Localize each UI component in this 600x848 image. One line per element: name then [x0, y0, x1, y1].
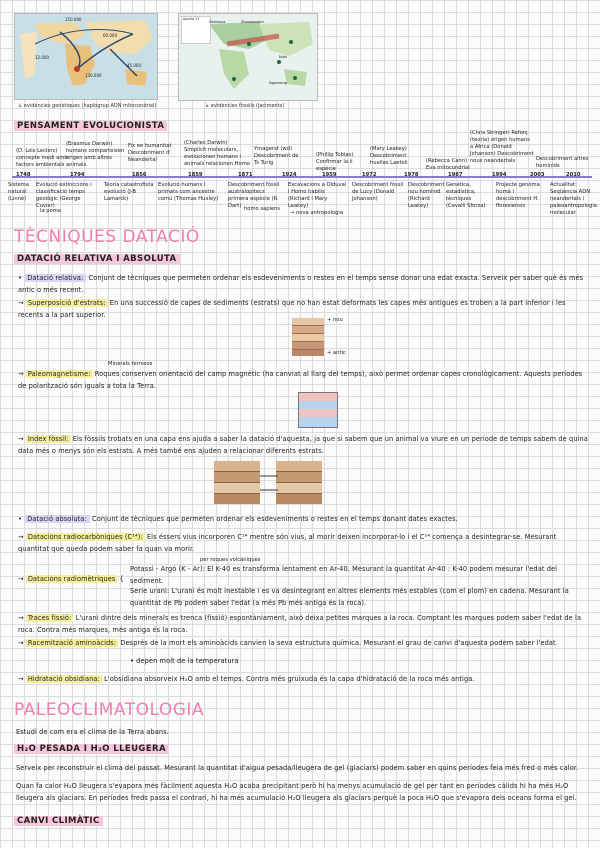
timeline-event: Teoria catastrofista evolució (J-B Lamarck): [104, 182, 154, 202]
genetic-evidence-map: [14, 13, 158, 100]
timeline-event: Evolució extinccions i classificació temps geològic (George Cuvier): [36, 182, 92, 209]
strata-label-old: + antic: [327, 350, 346, 356]
paleoclima-intro: Estudi de com era el clima de la Terra abans.: [16, 728, 169, 736]
fossil-strata-diagram-left: [214, 461, 260, 503]
subheading-relativa-absoluta: DATACIÓ RELATIVA I ABSOLUTA: [14, 254, 180, 264]
timeline-event: Genètica, estadística, tècniques (Cavalli Sforza): [446, 182, 486, 209]
timeline-event: Evolució humans i primats com ancestre comú (Thomas Huxley): [158, 182, 219, 202]
paleomagnetisme-paragraph: → Paleomagnetisme: Roques conserven orientació del camp magnètic (ha canviat al llarg del temps), això permet ordenar capes cronològicament. Aquests períodes de polarització són iguals a tota la Terra.: [18, 370, 583, 390]
timeline-year: 1871: [238, 172, 253, 178]
timeline-year: 1794: [70, 172, 85, 178]
section-heading-paleoclimatologia: PALEOCLIMATOLOGIA: [14, 700, 205, 720]
timeline-note: homo sapiens: [244, 206, 281, 212]
radiocarboni-paragraph: → Datacions radiocarbòniques (C¹⁴): Els éssers vius incorporen C¹⁴ mentre són vius, al morir deixen incorporar-lo i el C¹⁴ comença a desintegrar-se. Mesurant quantitat que queda podem saber fa quan va morir.: [18, 533, 557, 553]
section-heading-evolucionisme: PENSAMENT EVOLUCIONISTA: [14, 121, 167, 131]
racemitzacio-extra: • depèn molt de la temperatura: [130, 657, 239, 665]
map-label: 45.000: [127, 63, 141, 68]
absoluta-paragraph: • Datació absoluta: Conjunt de tècniques que permeten ordenar els esdeveniments o restes en el temps donant dates exactes.: [18, 515, 458, 523]
timeline-year: 1859: [188, 172, 203, 178]
timeline-year: 1978: [404, 172, 419, 178]
fossil-map-caption: ↳ evidències fòssils (jaciments): [205, 103, 285, 109]
timeline-event: Projecte genoma humà i descobriment H. floresiensis: [496, 182, 540, 209]
radiometriques-label: → Datacions radiomètriques {: [18, 575, 124, 583]
timeline-note: la poma: [40, 208, 61, 214]
strata-label-new: + nou: [327, 317, 343, 323]
subheading-canvi-climatic: CANVI CLIMÀTIC: [14, 816, 103, 826]
map-label: 60.000: [103, 33, 117, 38]
genetic-map-caption: ↳ evidències genètiques (haplogrup ADN mitocondrial): [18, 103, 157, 109]
paleoclima-text-2: Quan fa calor H₂O lleugera s'evapora més fàcilment aquesta H₂O acaba precipitant però hi ha menys acumulació de gel per tant en períodes càlids hi ha més H₂O lleugera als glaciars. En períodes freds passa el contrari, hi ha més acumulació H₂O lleugera als glaciars perquè la poca H₂O que s'evapora dels oceans forma el gel.: [16, 782, 577, 802]
timeline-event: (Charles Darwin) Simplicit moleculars, evolucionen humans i animals relacionen Homo: [184, 140, 250, 167]
timeline-year: 1748: [16, 172, 31, 178]
subheading-aigua-pesada: H₂O PESADA I H₂O LLEUGERA: [14, 744, 169, 754]
map-label: 12.000: [35, 55, 49, 60]
timeline-event: Descobriment fòssil de Lucy (Donald Johanson): [352, 182, 404, 202]
serie-urani-text: Serie urani: L'urani és molt inestable i es va desintegrant en altres elements més estables (com el plom) en cadena. Mesurant la quantitat de Pb podem saber l'edat (a més Pb més antiga és la roca).: [130, 587, 569, 607]
timeline-year: 1994: [492, 172, 507, 178]
fossil-evidence-map: [178, 13, 318, 101]
map-label: 150.000: [65, 17, 82, 22]
superposicio-paragraph: → Superposició d'estrats: En una successió de capes de sediments (estrats) que no han estat deformats les capes més antigues es troben a la part inferior i les recents a la part superior.: [18, 299, 566, 319]
map-label: Niah: [279, 55, 287, 59]
timeline-year: 2010: [566, 172, 581, 178]
index-fossil-paragraph: → Index fòssil: Els fòssils trobats en una capa ens ajuda a saber la datació d'aquesta, ja que si sabem que un animal va viure en un període de temps sabem de quina data més o menys són els estrats. A més també ens ajuden a relacionar diferents estrats.: [18, 435, 588, 455]
arrow-icon: [258, 468, 280, 498]
potassi-argo-text: Potassi - Argó (K - Ar): El K-40 es transforma lentament en Ar-40. Mesurant la quantitat Ar-40 : K-40 podem mesurar l'edat del sediment.: [130, 565, 558, 585]
timeline-event: (Phillip Tobias) Confirmar la ii espècie: [316, 152, 354, 172]
timeline-event: Descobriment fòssil australopitecs primera espècie (R. Dart): [228, 182, 280, 209]
hidratacio-paragraph: → Hidratació obsidiana: L'obsidiana absorveix H₂O amb el temps. Contra més gruixuda és la capa d'hidratació de la roca més antiga.: [18, 675, 475, 683]
strata-diagram: [292, 318, 324, 354]
timeline-event: Excavacions a Olduvai i Homo habilis (Richard i Mary Leakey): [288, 182, 347, 209]
timeline-note: → nova antropologia: [290, 210, 344, 216]
paleoclima-text-1: Serveix per reconstruir el clima del passat. Mesurant la quantitat d'aigua pesada/lleugera de gel (glaciars) podem saber en quins períodes feia més fred o més calor.: [16, 764, 579, 772]
timeline-event: (Chris Stringer) Reforç (teoria) origen humans a Àfrica (Donald Johanson) Descobriment nous neandertals: [470, 130, 534, 164]
timeline-year: 1924: [282, 172, 297, 178]
map-label: Zhoukoudian: [241, 20, 264, 24]
paleomagnetism-diagram: [298, 392, 338, 428]
relativa-paragraph: • Datació relativa: Conjunt de tècniques que permeten ordenar els esdeveniments o restes en el temps sense donar una edat exacta. Serveix per saber què és més antic o més recent.: [18, 274, 584, 294]
timeline-year: 2003: [530, 172, 545, 178]
map-label: Denisova: [209, 20, 226, 24]
section-heading-datacio: TÈCNIQUES DATACIÓ: [14, 227, 200, 247]
timeline-event: (Erasmus Darwin) humans comparteixen origen amb altres animals: [66, 141, 125, 168]
timeline-event: Ymagerst (wd) Descobriment de Ts Turig: [254, 146, 299, 166]
timeline-event: Sistema natural (Linné): [8, 182, 29, 202]
timeline-event: Fix ee humanitat Descobriment d' Neandertal: [128, 143, 172, 163]
paleo-note: Minerals ferrosos: [108, 361, 153, 367]
map-label: Apollo 11: [183, 17, 200, 21]
timeline-event: Descobriment nou homínid (Richard Leakey): [408, 182, 445, 209]
timeline-event: Descobriment altres homínids: [536, 156, 589, 169]
fossil-strata-diagram-right: [276, 461, 322, 503]
timeline-year: 1987: [448, 172, 463, 178]
timeline-event: (Rebecca Cann) Eva mitocondrial: [426, 158, 470, 171]
timeline-event: (D. Lois Leclerc) concepte medi amb factors ambientals: [16, 148, 68, 168]
map-label: Ngandong: [269, 81, 288, 85]
traces-fissio-paragraph: → Traces fissió: L'urani dintre dels minerals es trenca (fissió) espontàniament, això deixa petites marques a la roca. Comptant les marques podem saber l'edat de la roca. Contra més marques, més antiga és la roca.: [18, 614, 582, 634]
racemitzacio-paragraph: → Racemització aminoàcids: Després de la mort els aminoàcids canvien la seva estructura química. Mesurant el grau de canvi d'aquesta podem saber l'edat.: [18, 639, 558, 647]
timeline-event: Actualitat: Seqüència ADN neandertals i paleoantropologia molecular: [550, 182, 597, 216]
map-label: 130.000: [85, 73, 102, 78]
timeline-year: 1972: [362, 172, 377, 178]
timeline-year: 1959: [322, 172, 337, 178]
timeline-event: (Mary Leakey) Descobriment huellas Laetoli: [370, 146, 408, 166]
timeline-year: 1856: [132, 172, 147, 178]
volcanic-note: per roques volcàniques: [200, 557, 261, 563]
